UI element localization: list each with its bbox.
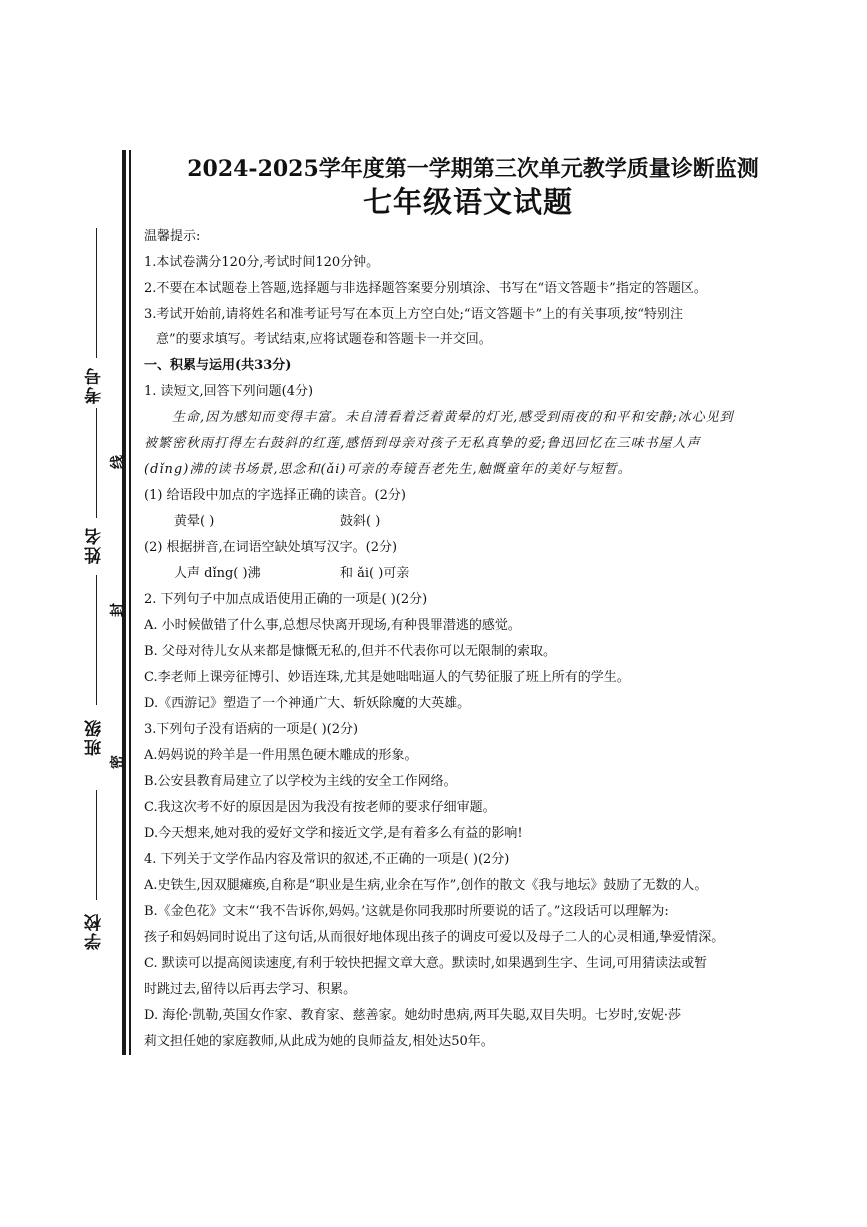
passage-line: (dǐng)沸的读书场景,思念和(ǎi)可亲的寿镜吾老先生,触慨童年的美好与短暂。 bbox=[144, 462, 632, 477]
question-stem: 3.下列句子没有语病的一项是( )(2分) bbox=[144, 722, 359, 737]
question-stem: 2. 下列句子中加点成语使用正确的一项是( )(2分) bbox=[144, 592, 428, 607]
class-blank bbox=[96, 575, 97, 705]
answer-option: A. 小时候做错了什么事,总想尽快离开现场,有种畏罪潜逃的感觉。 bbox=[144, 618, 521, 633]
answer-option-continued: 孩子和妈妈同时说出了这句话,从而很好地体现出孩子的调皮可爱以及母子二人的心灵相通,挚爱情深。 bbox=[144, 930, 725, 945]
answer-option: D. 海伦·凯勒,英国女作家、教育家、慈善家。她幼时患病,两耳失聪,双目失明。七岁时,安妮·莎 bbox=[144, 1008, 682, 1023]
exam-no-label: 考号 bbox=[85, 366, 105, 404]
answer-option: 黄晕( ) bbox=[174, 514, 215, 529]
answer-option: C.我这次考不好的原因是因为我没有按老师的要求仔细审题。 bbox=[144, 800, 496, 815]
exam-title: 2024-2025学年度第一学期第三次单元教学质量诊断监测 bbox=[187, 156, 759, 182]
answer-option: D.今天想来,她对我的爱好文学和接近文学,是有着多么有益的影响! bbox=[144, 826, 523, 841]
answer-option: A.妈妈说的羚羊是一件用黑色硬木雕成的形象。 bbox=[144, 748, 418, 763]
answer-option: A.史铁生,因双腿瘫痪,自称是“职业是生病,业余在写作”,创作的散文《我与地坛》鼓励了无数的人。 bbox=[144, 878, 708, 893]
passage-line: 被繁密秋雨打得左右鼓斜的红莲,感悟到母亲对孩子无私真挚的爱;鲁迅回忆在三味书屋人声 bbox=[144, 436, 701, 451]
answer-option: C. 默读可以提高阅读速度,有利于较快把握文章大意。默读时,如果遇到生字、生词,可用猜读法或暂 bbox=[144, 956, 708, 971]
sub-question: (2) 根据拼音,在词语空缺处填写汉字。(2分) bbox=[144, 540, 398, 555]
exam-subtitle: 七年级语文试题 bbox=[362, 185, 573, 219]
question-stem: 4. 下列关于文学作品内容及常识的叙述,不正确的一项是( )(2分) bbox=[144, 852, 510, 867]
class-label: 班级 bbox=[85, 718, 105, 756]
notice-heading: 温馨提示: bbox=[144, 229, 201, 244]
sub-question: (1) 给语段中加点的字选择正确的读音。(2分) bbox=[144, 488, 406, 503]
section-heading: 一、积累与运用(共33分) bbox=[144, 358, 292, 373]
school-blank bbox=[96, 790, 97, 900]
answer-option: B.公安县教育局建立了以学校为主线的安全工作网络。 bbox=[144, 774, 457, 789]
seal-char-line: 线 bbox=[110, 455, 126, 469]
notice-item: 3.考试开始前,请将姓名和准考证号写在本页上方空白处;“语文答题卡”上的有关事项,按“特别注 bbox=[144, 307, 683, 322]
question-stem: 1. 读短文,回答下列问题(4分) bbox=[144, 384, 314, 399]
answer-option: B.《金色花》文末“‘我不告诉你,妈妈。’这就是你同我那时所要说的话了。”这段话可以理解为: bbox=[144, 904, 669, 919]
answer-option: 和 ǎi( )可亲 bbox=[340, 566, 410, 581]
notice-item: 意”的要求填写。考试结束,应将试题卷和答题卡一并交回。 bbox=[156, 332, 492, 347]
notice-item: 2.不要在本试题卷上答题,选择题与非选择题答案要分别填涂、书写在“语文答题卡”指定的答题区。 bbox=[144, 281, 707, 296]
school-label: 学校 bbox=[85, 912, 105, 950]
exam-no-blank bbox=[96, 228, 97, 358]
name-blank bbox=[96, 408, 97, 518]
name-label: 姓名 bbox=[85, 526, 105, 564]
notice-item: 1.本试卷满分120分,考试时间120分钟。 bbox=[144, 255, 380, 270]
answer-option-continued: 莉文担任她的家庭教师,从此成为她的良师益友,相处达50年。 bbox=[144, 1034, 494, 1049]
answer-option: 人声 dǐng( )沸 bbox=[174, 566, 261, 581]
answer-option-continued: 时跳过去,留待以后再去学习、积累。 bbox=[144, 982, 357, 997]
seal-char-seal: 封 bbox=[110, 603, 126, 617]
answer-option: C.李老师上课旁征博引、妙语连珠,尤其是她咄咄逼人的气势征服了班上所有的学生。 bbox=[144, 670, 630, 685]
seal-char-secret: 密 bbox=[110, 755, 126, 769]
passage-line: 生命,因为感知而变得丰富。未自清看着泛着黄晕的灯光,感受到雨夜的和平和安静;冰心见到 bbox=[172, 410, 734, 425]
answer-option: D.《西游记》塑造了一个神通广大、斩妖除魔的大英雄。 bbox=[144, 696, 471, 711]
answer-option: 鼓斜( ) bbox=[340, 514, 381, 529]
answer-option: B. 父母对待儿女从来都是慷慨无私的,但并不代表你可以无限制的索取。 bbox=[144, 644, 556, 659]
binding-line-inner bbox=[129, 150, 131, 1055]
